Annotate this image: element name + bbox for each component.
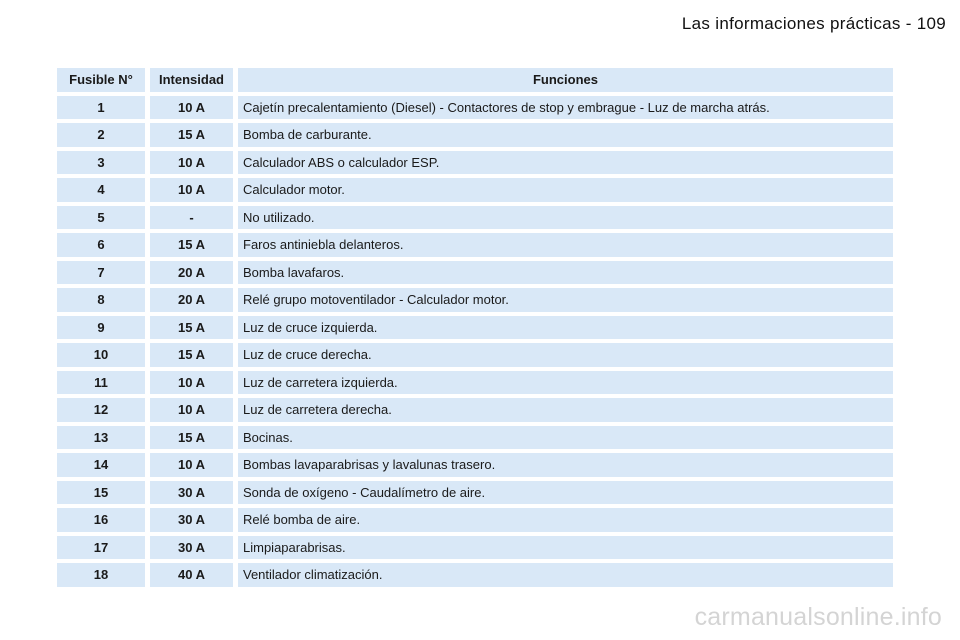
fuse-function-cell: Luz de cruce derecha. <box>238 343 893 367</box>
fuse-number-cell: 12 <box>57 398 145 422</box>
table-row <box>57 398 893 422</box>
fuse-intensity-cell: 10 A <box>150 178 233 202</box>
fuse-number-cell: 3 <box>57 151 145 175</box>
fuse-intensity-cell: 15 A <box>150 123 233 147</box>
fuse-number-cell: 15 <box>57 481 145 505</box>
table-row <box>57 151 893 175</box>
fuse-function-cell: Relé grupo motoventilador - Calculador motor. <box>238 288 893 312</box>
fuse-number-cell: 13 <box>57 426 145 450</box>
fuse-intensity-cell: 10 A <box>150 96 233 120</box>
fuse-function-cell: Ventilador climatización. <box>238 563 893 587</box>
fuse-number-cell: 16 <box>57 508 145 532</box>
fuse-intensity-cell: 15 A <box>150 316 233 340</box>
fuse-intensity-cell: 10 A <box>150 371 233 395</box>
fuse-function-cell: Bomba lavafaros. <box>238 261 893 285</box>
fuse-intensity-cell: 20 A <box>150 261 233 285</box>
fuse-function-cell: Luz de cruce izquierda. <box>238 316 893 340</box>
fuse-intensity-cell: 30 A <box>150 481 233 505</box>
fuse-number-cell: 8 <box>57 288 145 312</box>
fuse-function-cell: Relé bomba de aire. <box>238 508 893 532</box>
table-row <box>57 371 893 395</box>
fuse-function-cell: Bomba de carburante. <box>238 123 893 147</box>
fuse-function-cell: Faros antiniebla delanteros. <box>238 233 893 257</box>
table-header-row <box>57 68 893 92</box>
fuse-function-cell: Cajetín precalentamiento (Diesel) - Contactores de stop y embrague - Luz de marcha atrás. <box>238 96 893 120</box>
fuse-number-cell: 10 <box>57 343 145 367</box>
header-fuse-number: Fusible N° <box>57 68 145 92</box>
fuse-intensity-cell: 20 A <box>150 288 233 312</box>
fuse-function-cell: Bocinas. <box>238 426 893 450</box>
fuse-number-cell: 11 <box>57 371 145 395</box>
table-row <box>57 563 893 587</box>
fuse-table-body <box>57 96 893 587</box>
table-row <box>57 233 893 257</box>
table-row <box>57 288 893 312</box>
fuse-number-cell: 4 <box>57 178 145 202</box>
fuse-number-cell: 5 <box>57 206 145 230</box>
fuse-number-cell: 1 <box>57 96 145 120</box>
table-row <box>57 481 893 505</box>
fuse-number-cell: 18 <box>57 563 145 587</box>
fuse-function-cell: Sonda de oxígeno - Caudalímetro de aire. <box>238 481 893 505</box>
header-functions: Funciones <box>238 68 893 92</box>
fuse-intensity-cell: 10 A <box>150 151 233 175</box>
table-row <box>57 536 893 560</box>
fuse-intensity-cell: 10 A <box>150 453 233 477</box>
page-title: Las informaciones prácticas - 109 <box>681 14 946 33</box>
fuse-number-cell: 17 <box>57 536 145 560</box>
fuse-number-cell: 14 <box>57 453 145 477</box>
fuse-intensity-cell: 30 A <box>150 508 233 532</box>
fuse-number-cell: 2 <box>57 123 145 147</box>
fuse-function-cell: Luz de carretera derecha. <box>238 398 893 422</box>
fuse-function-cell: Calculador motor. <box>238 178 893 202</box>
table-row <box>57 261 893 285</box>
table-row <box>57 96 893 120</box>
fuse-number-cell: 9 <box>57 316 145 340</box>
header-intensity: Intensidad <box>150 68 233 92</box>
fuse-intensity-cell: - <box>150 206 233 230</box>
fuse-intensity-cell: 10 A <box>150 398 233 422</box>
table-row <box>57 343 893 367</box>
fuse-function-cell: Limpiaparabrisas. <box>238 536 893 560</box>
table-row <box>57 206 893 230</box>
fuse-number-cell: 7 <box>57 261 145 285</box>
watermark: carmanualsonline.info <box>694 603 942 631</box>
fuse-function-cell: Luz de carretera izquierda. <box>238 371 893 395</box>
fuse-intensity-cell: 15 A <box>150 233 233 257</box>
fuse-intensity-cell: 15 A <box>150 426 233 450</box>
fuse-intensity-cell: 15 A <box>150 343 233 367</box>
table-row <box>57 316 893 340</box>
fuse-intensity-cell: 40 A <box>150 563 233 587</box>
table-row <box>57 453 893 477</box>
table-row <box>57 123 893 147</box>
fuse-function-cell: Bombas lavaparabrisas y lavalunas trasero. <box>238 453 893 477</box>
fuse-function-cell: No utilizado. <box>238 206 893 230</box>
fuse-number-cell: 6 <box>57 233 145 257</box>
fuse-intensity-cell: 30 A <box>150 536 233 560</box>
table-row <box>57 178 893 202</box>
fuse-function-cell: Calculador ABS o calculador ESP. <box>238 151 893 175</box>
fuse-table <box>52 64 898 591</box>
table-row <box>57 426 893 450</box>
table-row <box>57 508 893 532</box>
